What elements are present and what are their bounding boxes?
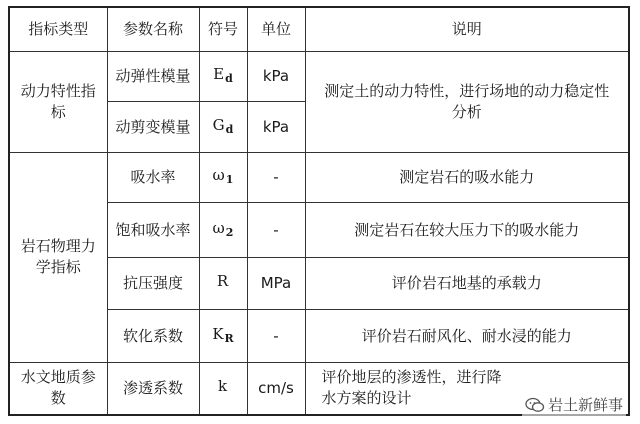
header-type: 指标类型 [9, 7, 107, 51]
description-cell: 测定岩石在较大压力下的吸水能力 [305, 203, 629, 258]
symbol-cell: k [199, 362, 247, 415]
symbol-cell: $\omega_2$ [199, 203, 247, 258]
unit-cell: MPa [247, 257, 305, 310]
param-name-cell: 吸水率 [107, 152, 199, 202]
description-cell: 测定土的动力特性，进行场地的动力稳定性分析 [305, 51, 629, 152]
parameter-table [8, 6, 630, 416]
watermark-text: 岩土新鲜事 [547, 396, 623, 414]
table-row [9, 51, 629, 101]
symbol-cell: $E_d$ [199, 51, 247, 101]
wechat-icon [525, 397, 545, 413]
param-name-cell: 软化系数 [107, 310, 199, 363]
header-name: 参数名称 [107, 7, 199, 51]
group-type-cell: 动力特性指标 [9, 51, 107, 152]
param-name-cell: 饱和吸水率 [107, 203, 199, 258]
symbol-cell: $K_R$ [199, 310, 247, 363]
header-symbol: 符号 [199, 7, 247, 51]
table-row [9, 152, 629, 202]
param-name-cell: 抗压强度 [107, 257, 199, 310]
symbol-cell: $\omega_1$ [199, 152, 247, 202]
description-cell: 评价岩石耐风化、耐水浸的能力 [305, 310, 629, 363]
header-unit: 单位 [247, 7, 305, 51]
unit-cell: kPa [247, 102, 305, 152]
unit-cell: cm/s [247, 362, 305, 415]
unit-cell: - [247, 203, 305, 258]
symbol-cell: R [199, 257, 247, 310]
param-name-cell: 动剪变模量 [107, 102, 199, 152]
description-cell: 测定岩石的吸水能力 [305, 152, 629, 202]
unit-cell: - [247, 310, 305, 363]
watermark [522, 393, 626, 416]
description-cell: 评价地层的渗透性，进行降水方案的设计 [305, 362, 629, 415]
header-row [9, 7, 629, 51]
description-cell: 评价岩石地基的承载力 [305, 257, 629, 310]
param-name-cell: 动弹性模量 [107, 51, 199, 101]
unit-cell: - [247, 152, 305, 202]
header-description: 说明 [305, 7, 629, 51]
symbol-cell: $G_d$ [199, 102, 247, 152]
group-type-cell: 水文地质参数 [9, 362, 107, 415]
param-name-cell: 渗透系数 [107, 362, 199, 415]
unit-cell: kPa [247, 51, 305, 101]
group-type-cell: 岩石物理力学指标 [9, 152, 107, 362]
